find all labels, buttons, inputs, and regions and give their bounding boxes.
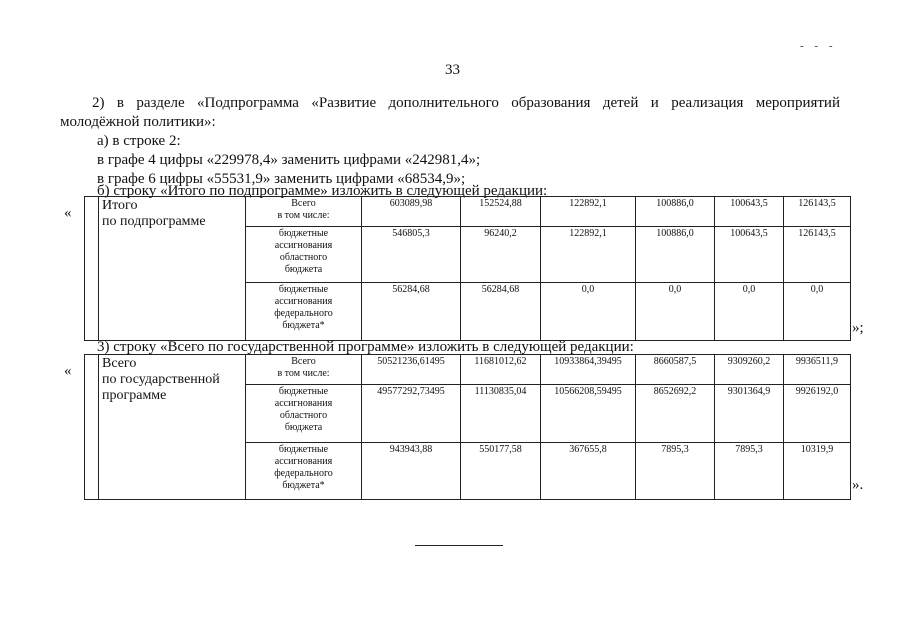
table2-row-name: Всего по государственной программе (99, 355, 246, 500)
table2-cell: 10566208,59495 (541, 385, 636, 443)
item-a: а) в строке 2: (97, 133, 181, 149)
table2-cell: 7895,3 (636, 443, 715, 500)
column-6-change: в графе 6 цифры «55531,9» заменить цифрами «68534,9»; (97, 171, 466, 187)
table1-cell: 0,0 (636, 282, 715, 340)
table1-cell: 96240,2 (461, 227, 541, 282)
table1-label-regional: бюджетные ассигнования областного бюджета (246, 227, 362, 282)
table2-close-quote: ». (852, 477, 864, 493)
table2-cell: 367655,8 (541, 443, 636, 500)
table2-cell: 9301364,9 (715, 385, 784, 443)
table1-cell: 0,0 (715, 282, 784, 340)
table2-label-regional: бюджетные ассигнования областного бюджета (246, 385, 362, 443)
table2-label-federal: бюджетные ассигнования федерального бюджета* (246, 443, 362, 500)
table2-cell: 10319,9 (784, 443, 851, 500)
page-number: 33 (445, 62, 460, 78)
table1-close-quote: »; (852, 320, 864, 336)
table-program-total (84, 354, 851, 500)
table1-cell: 0,0 (541, 282, 636, 340)
table2-cell: 550177,58 (461, 443, 541, 500)
table2-cell: 11681012,62 (461, 355, 541, 385)
intro-line-1: 2) в разделе «Подпрограмма «Развитие дополнительного образования детей и реализация мероприятий (92, 95, 840, 111)
table1-cell: 546805,3 (362, 227, 461, 282)
table2-cell: 10933864,39495 (541, 355, 636, 385)
table1-blank-column (85, 197, 99, 341)
table2-open-quote: « (64, 363, 72, 379)
table-subprogram-total (84, 196, 851, 341)
table2-cell: 943943,88 (362, 443, 461, 500)
table2-cell: 49577292,73495 (362, 385, 461, 443)
table2-cell: 50521236,61495 (362, 355, 461, 385)
table1-cell: 122892,1 (541, 227, 636, 282)
intro-line-2: молодёжной политики»: (60, 114, 216, 130)
table2-blank-column (85, 355, 99, 500)
table1-cell: 122892,1 (541, 197, 636, 227)
table2-label-total: Всего в том числе: (246, 355, 362, 385)
table1-cell: 100643,5 (715, 197, 784, 227)
table1-cell: 0,0 (784, 282, 851, 340)
table1-cell: 152524,88 (461, 197, 541, 227)
table1-cell: 126143,5 (784, 197, 851, 227)
scan-mark: - - - (800, 40, 837, 52)
table1-cell: 603089,98 (362, 197, 461, 227)
table1-cell: 100886,0 (636, 197, 715, 227)
table1-label-federal: бюджетные ассигнования федерального бюджета* (246, 282, 362, 340)
closing-rule (415, 545, 503, 546)
table2-cell: 9936511,9 (784, 355, 851, 385)
table1-open-quote: « (64, 205, 72, 221)
table2-cell: 9926192,0 (784, 385, 851, 443)
item-b: б) строку «Итого по подпрограмме» изложить в следующей редакции: (97, 183, 548, 199)
table2-cell: 7895,3 (715, 443, 784, 500)
table2-cell: 8652692,2 (636, 385, 715, 443)
table2-cell: 8660587,5 (636, 355, 715, 385)
table1-cell: 126143,5 (784, 227, 851, 282)
table2-cell: 9309260,2 (715, 355, 784, 385)
table1-cell: 56284,68 (362, 282, 461, 340)
table1-cell: 100643,5 (715, 227, 784, 282)
item-c: 3) строку «Всего по государственной программе» изложить в следующей редакции: (97, 339, 634, 355)
table2-cell: 11130835,04 (461, 385, 541, 443)
table1-row-name: Итого по подпрограмме (99, 197, 246, 341)
table1-cell: 100886,0 (636, 227, 715, 282)
column-4-change: в графе 4 цифры «229978,4» заменить цифрами «242981,4»; (97, 152, 481, 168)
table1-cell: 56284,68 (461, 282, 541, 340)
table1-label-total: Всего в том числе: (246, 197, 362, 227)
